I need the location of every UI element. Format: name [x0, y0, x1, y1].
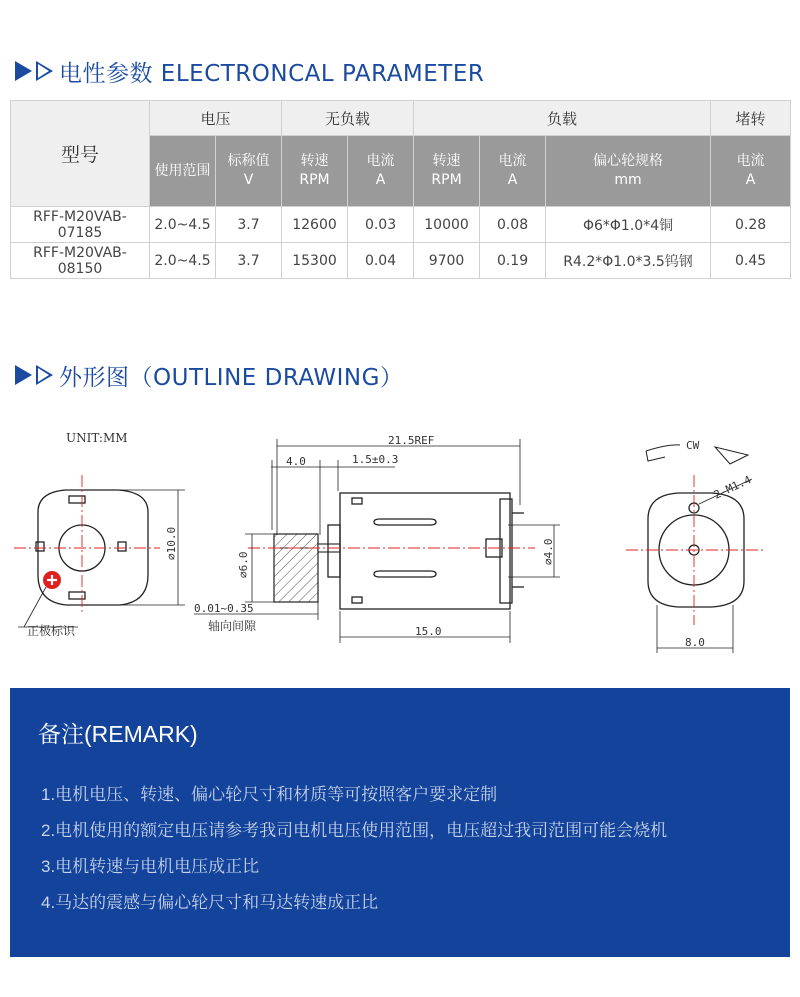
- cell-eccentric: Φ6*Φ1.0*4铜: [546, 207, 711, 243]
- cell-nl-current: 0.03: [348, 207, 414, 243]
- holes-label: 2-M1.4: [711, 473, 754, 502]
- polarity-label: 正极标识: [27, 624, 76, 638]
- diam6-label: ⌀6.0: [237, 551, 250, 578]
- width-label: 8.0: [685, 636, 705, 649]
- remark-panel: [10, 688, 790, 957]
- gap-label: 1.5±0.3: [352, 453, 399, 466]
- triangle-outline-icon: [36, 365, 53, 385]
- cell-range: 2.0~4.5: [150, 207, 216, 243]
- direction-label: CW: [686, 439, 700, 452]
- no-load-speed-header: 转速 RPM: [282, 136, 348, 207]
- triangle-filled-icon: [15, 365, 32, 385]
- cell-l-speed: 10000: [414, 207, 480, 243]
- overall-length-label: 21.5REF: [388, 434, 435, 447]
- cell-model: RFF-M20VAB-08150: [11, 243, 150, 279]
- load-speed-header: 转速 RPM: [414, 136, 480, 207]
- axial-gap-value: 0.01~0.35: [194, 602, 254, 615]
- stall-group-header: 堵转: [711, 101, 791, 136]
- cell-stall-current: 0.45: [711, 243, 791, 279]
- shaft-length-label: 4.0: [286, 455, 306, 468]
- cell-eccentric: R4.2*Φ1.0*3.5钨钢: [546, 243, 711, 279]
- eccentric-header: 偏心轮规格 mm: [546, 136, 711, 207]
- polarity-marker: [43, 571, 61, 589]
- rated-header: 标称值 V: [216, 136, 282, 207]
- cell-l-current: 0.08: [480, 207, 546, 243]
- voltage-group-header: 电压: [150, 101, 282, 136]
- load-current-header: 电流 A: [480, 136, 546, 207]
- section-title-text: 外形图（OUTLINE DRAWING）: [59, 364, 404, 391]
- stall-current-header: 电流 A: [711, 136, 791, 207]
- remark-item: 1.电机电压、转速、偏心轮尺寸和材质等可按照客户要求定制: [41, 785, 498, 804]
- range-header: 使用范围: [150, 136, 216, 207]
- remark-title: 备注(REMARK): [38, 721, 198, 747]
- triangle-filled-icon: [15, 61, 32, 81]
- cell-rated: 3.7: [216, 207, 282, 243]
- outline-drawing: [0, 415, 800, 665]
- cell-nl-speed: 15300: [282, 243, 348, 279]
- eccentric-weight: [274, 534, 318, 602]
- cell-nl-current: 0.04: [348, 243, 414, 279]
- cell-range: 2.0~4.5: [150, 243, 216, 279]
- triangle-outline-icon: [36, 61, 53, 81]
- no-load-current-header: 电流 A: [348, 136, 414, 207]
- no-load-group-header: 无负载: [282, 101, 414, 136]
- section-title-electrical: [15, 53, 484, 89]
- unit-label: UNIT:MM: [66, 431, 128, 445]
- model-header: 型号: [11, 101, 150, 207]
- cell-rated: 3.7: [216, 243, 282, 279]
- cell-l-current: 0.19: [480, 243, 546, 279]
- diam4-label: ⌀4.0: [542, 538, 555, 565]
- body-length-label: 15.0: [415, 625, 442, 638]
- axial-gap-label: 轴向间隙: [208, 619, 257, 633]
- outline-drawing-svg: [0, 415, 800, 665]
- remark-item: 4.马达的震感与偏心轮尺寸和马达转速成正比: [41, 893, 379, 912]
- table-row: [11, 243, 791, 279]
- remark-item: 3.电机转速与电机电压成正比: [41, 857, 260, 876]
- section-title-text: 电性参数 ELECTRONCAL PARAMETER: [59, 60, 485, 87]
- cell-stall-current: 0.28: [711, 207, 791, 243]
- parameter-table: [10, 100, 791, 279]
- remark-item: 2.电机使用的额定电压请参考我司电机电压使用范围，电压超过我司范围可能会烧机: [41, 821, 668, 840]
- cell-nl-speed: 12600: [282, 207, 348, 243]
- motor-body: [328, 493, 524, 609]
- cell-l-speed: 9700: [414, 243, 480, 279]
- section-title-outline: [15, 357, 403, 393]
- table-row: [11, 207, 791, 243]
- diam10-label: ⌀10.0: [165, 526, 178, 560]
- cell-model: RFF-M20VAB-07185: [11, 207, 150, 243]
- load-group-header: 负载: [414, 101, 711, 136]
